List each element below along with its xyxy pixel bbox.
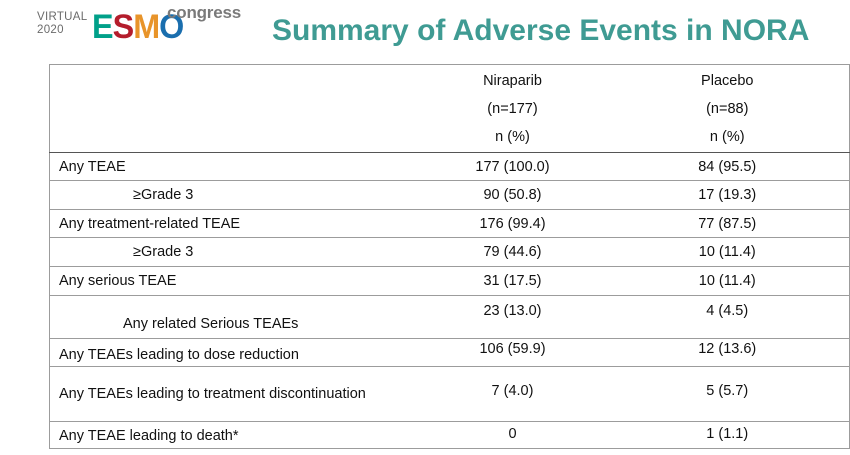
niraparib-value: 106 (59.9)	[420, 339, 606, 367]
virtual-badge	[37, 11, 89, 37]
placebo-value: 1 (1.1)	[606, 422, 850, 449]
column-unit: n (%)	[709, 128, 745, 145]
column-name: Niraparib	[483, 72, 542, 89]
niraparib-value: 7 (4.0)	[420, 367, 606, 422]
table-row	[50, 367, 850, 422]
table-row	[50, 339, 850, 367]
virtual-label: VIRTUAL	[37, 11, 88, 23]
row-label: Any TEAE leading to death*	[50, 422, 420, 449]
placebo-value: 4 (4.5)	[606, 296, 850, 339]
placebo-value: 12 (13.6)	[606, 339, 850, 367]
placebo-value: 84 (95.5)	[606, 153, 850, 181]
row-label: Any related Serious TEAEs	[50, 296, 420, 339]
row-label: Any treatment-related TEAE	[50, 210, 420, 238]
column-n: (n=177)	[487, 100, 538, 117]
congress-label: congress	[167, 3, 241, 22]
column-unit: n (%)	[495, 128, 530, 145]
table-header-row	[50, 65, 850, 153]
table-row	[50, 267, 850, 296]
niraparib-value: 0	[420, 422, 606, 449]
niraparib-value: 23 (13.0)	[420, 296, 606, 339]
row-label: Any TEAEs leading to dose reduction	[50, 339, 420, 367]
header-blank-cell	[50, 65, 420, 153]
niraparib-value: 177 (100.0)	[420, 153, 606, 181]
placebo-value: 77 (87.5)	[606, 210, 850, 238]
slide-title: Summary of Adverse Events in NORA	[272, 14, 810, 47]
table-row	[50, 296, 850, 339]
esmo-letter-e: E	[92, 8, 113, 46]
placebo-value: 10 (11.4)	[606, 267, 850, 296]
year-label: 2020	[37, 24, 64, 36]
adverse-events-table	[49, 64, 850, 449]
esmo-logo	[37, 3, 241, 47]
row-label: ≥Grade 3	[50, 238, 420, 267]
column-name: Placebo	[701, 72, 754, 89]
header-niraparib	[420, 65, 606, 153]
table-row	[50, 181, 850, 210]
niraparib-value: 90 (50.8)	[420, 181, 606, 210]
table-row	[50, 153, 850, 181]
header-placebo	[606, 65, 850, 153]
table-row	[50, 238, 850, 267]
niraparib-value: 176 (99.4)	[420, 210, 606, 238]
placebo-value: 5 (5.7)	[606, 367, 850, 422]
row-label: Any TEAE	[50, 153, 420, 181]
placebo-value: 10 (11.4)	[606, 238, 850, 267]
niraparib-value: 79 (44.6)	[420, 238, 606, 267]
table-row	[50, 422, 850, 449]
row-label: Any TEAEs leading to treatment discontinuation	[50, 367, 420, 422]
esmo-letter-o: O	[159, 8, 184, 46]
row-label: ≥Grade 3	[50, 181, 420, 210]
niraparib-value: 31 (17.5)	[420, 267, 606, 296]
placebo-value: 17 (19.3)	[606, 181, 850, 210]
column-n: (n=88)	[706, 100, 749, 117]
esmo-letter-m: M	[133, 8, 160, 46]
esmo-letter-s: S	[112, 8, 134, 46]
table-row	[50, 210, 850, 238]
row-label: Any serious TEAE	[50, 267, 420, 296]
